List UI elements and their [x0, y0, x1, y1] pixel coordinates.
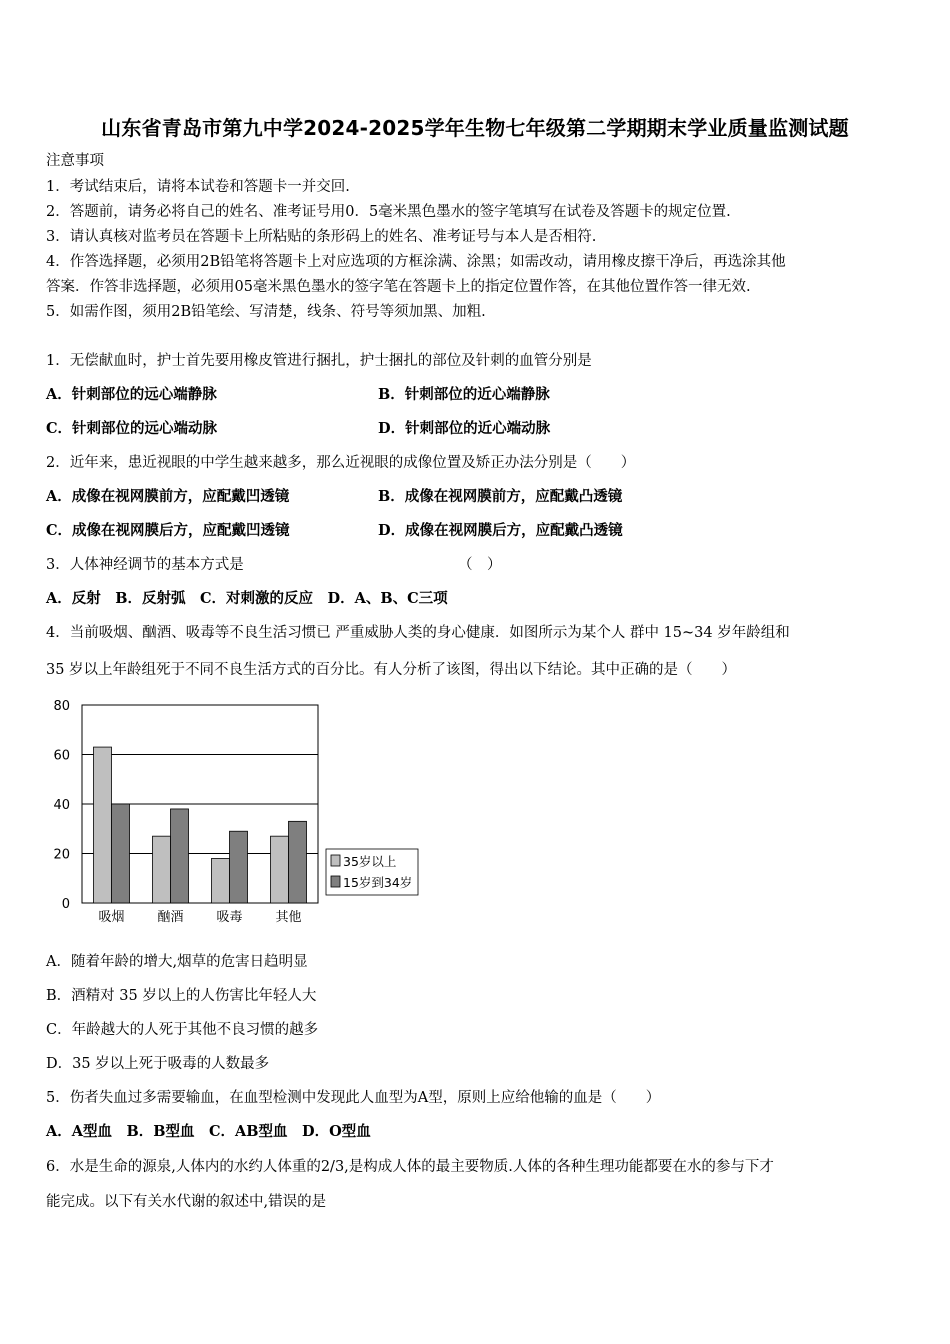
q1-option-a: A．针刺部位的远心端静脉 [46, 386, 217, 403]
q4-option-a: A．随着年龄的增大,烟草的危害日趋明显 [46, 954, 308, 970]
notice-heading: 注意事项 [46, 153, 104, 169]
bar [230, 831, 248, 903]
q2-option-b: B．成像在视网膜前方，应配戴凸透镜 [378, 488, 623, 505]
y-tick-label: 40 [53, 798, 70, 813]
y-tick-label: 0 [61, 897, 70, 912]
legend-label: 15岁到34岁 [343, 875, 413, 890]
legend-swatch [331, 855, 340, 866]
q3-options: A．反射 B．反射弧 C．对刺激的反应 D．A、B、C三项 [46, 590, 448, 607]
q4-option-b: B．酒精对 35 岁以上的人伤害比年轻人大 [46, 988, 317, 1004]
bar [212, 858, 230, 903]
notice-item-4-cont: 答案．作答非选择题，必须用05毫米黑色墨水的签字笔在答题卡上的指定位置作答，在其他位置作答一律无效. [46, 279, 751, 295]
x-tick-label: 酗酒 [157, 910, 184, 925]
q4-option-c: C．年龄越大的人死于其他不良习惯的越多 [46, 1022, 319, 1038]
bar [94, 747, 112, 903]
q1-stem: 1．无偿献血时，护士首先要用橡皮管进行捆扎，护士捆扎的部位及针刺的血管分别是 [46, 353, 592, 369]
q4-option-d: D．35 岁以上死于吸毒的人数最多 [46, 1056, 270, 1072]
q2-stem: 2．近年来，患近视眼的中学生越来越多，那么近视眼的成像位置及矫正办法分别是（ ） [46, 455, 636, 471]
q6-stem-line2: 能完成。以下有关水代谢的叙述中,错误的是 [46, 1194, 327, 1210]
notice-item-5: 5．如需作图，须用2B铅笔绘、写清楚，线条、符号等须加黑、加粗. [46, 304, 486, 320]
bar [271, 836, 289, 903]
q4-stem-line2: 35 岁以上年龄组死于不同不良生活方式的百分比。有人分析了该图，得出以下结论。其中正确的是（ ） [46, 662, 737, 678]
q1-option-b: B．针刺部位的近心端静脉 [378, 386, 550, 403]
notice-item-3: 3．请认真核对监考员在答题卡上所粘贴的条形码上的姓名、准考证号与本人是否相符. [46, 229, 597, 245]
notice-item-2: 2．答题前，请务必将自己的姓名、准考证号用0．5毫米黑色墨水的签字笔填写在试卷及答题卡的规定位置. [46, 204, 731, 220]
q5-options: A．A型血 B．B型血 C．AB型血 D．O型血 [46, 1123, 371, 1140]
q4-stem-line1: 4．当前吸烟、酗酒、吸毒等不良生活习惯已 严重威胁人类的身心健康．如图所示为某个人 群中 15~34 岁年龄组和 [46, 625, 790, 641]
q3-stem: 3．人体神经调节的基本方式是 [46, 557, 244, 573]
notice-item-4: 4．作答选择题，必须用2B铅笔将答题卡上对应选项的方框涂满、涂黑；如需改动，请用橡皮擦干净后，再选涂其他 [46, 254, 786, 270]
bar [153, 836, 171, 903]
bar-chart [46, 693, 426, 933]
q3-paren: （ ） [458, 557, 502, 573]
x-tick-label: 其他 [275, 910, 302, 925]
x-tick-label: 吸烟 [98, 910, 125, 925]
q5-stem: 5．伤者失血过多需要输血，在血型检测中发现此人血型为A型，原则上应给他输的血是（ ） [46, 1090, 661, 1106]
y-tick-label: 20 [53, 847, 70, 863]
x-tick-label: 吸毒 [216, 910, 243, 925]
legend-label: 35岁以上 [343, 854, 397, 869]
q6-stem-line1: 6．水是生命的源泉,人体内的水约人体重的2/3,是构成人体的最主要物质.人体的各种生理功能都要在水的参与下才 [46, 1159, 774, 1175]
bar [289, 821, 307, 903]
legend-swatch [331, 876, 340, 887]
y-tick-label: 80 [53, 699, 70, 714]
y-tick-label: 60 [53, 748, 70, 764]
q1-option-d: D．针刺部位的近心端动脉 [378, 420, 551, 437]
bar [171, 809, 189, 903]
q2-option-a: A．成像在视网膜前方，应配戴凹透镜 [46, 488, 290, 505]
q2-option-c: C．成像在视网膜后方，应配戴凹透镜 [46, 522, 290, 539]
notice-item-1: 1．考试结束后，请将本试卷和答题卡一并交回. [46, 179, 350, 195]
q2-option-d: D．成像在视网膜后方，应配戴凸透镜 [378, 522, 623, 539]
bar [112, 804, 130, 903]
q1-option-c: C．针刺部位的远心端动脉 [46, 420, 218, 437]
page-title: 山东省青岛市第九中学2024-2025学年生物七年级第二学期期末学业质量监测试题 [101, 116, 849, 140]
